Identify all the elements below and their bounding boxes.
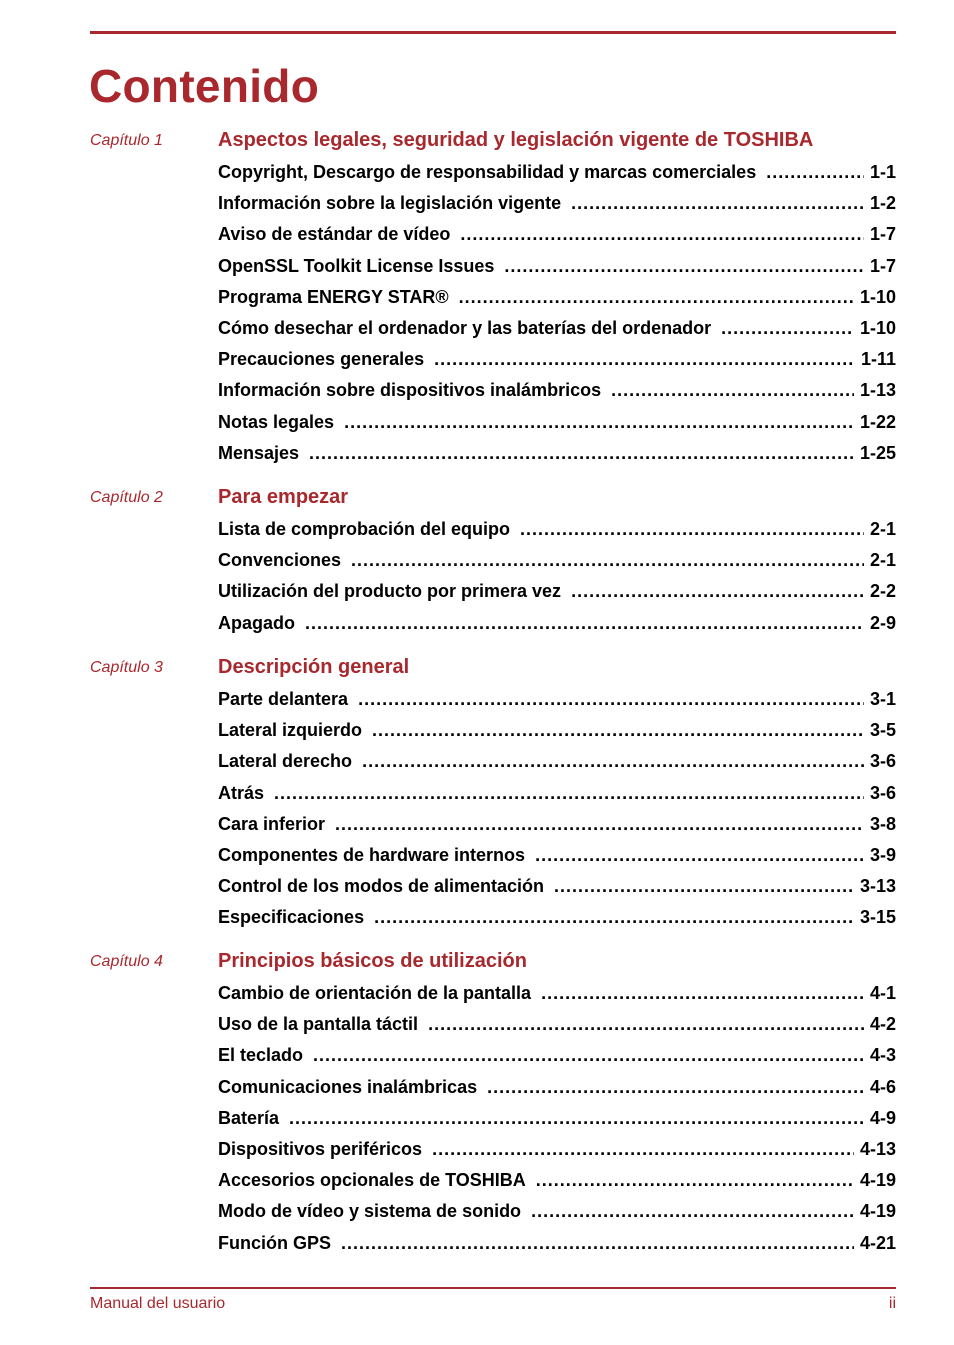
dot-leader (766, 157, 864, 188)
toc-entry-text: Apagado (218, 612, 296, 633)
toc-entry-page: 3-15 (859, 907, 896, 928)
dot-leader (554, 871, 854, 902)
toc-entry-text: Cómo desechar el ordenador y las baterías del ordenador (218, 317, 712, 338)
toc-entry-text: Información sobre dispositivos inalámbricos (218, 380, 602, 401)
toc-entry-page: 1-2 (869, 193, 896, 214)
dot-leader (341, 1228, 854, 1259)
chapter-title[interactable]: Descripción general (218, 656, 410, 678)
toc-entry[interactable] (218, 251, 896, 282)
toc-entry[interactable] (218, 1103, 896, 1134)
dot-leader (374, 902, 854, 933)
toc-entry[interactable] (218, 1072, 896, 1103)
toc-entry-text: Copyright, Descargo de responsabilidad y marcas comerciales (218, 162, 757, 182)
dot-leader (432, 1134, 854, 1165)
toc-entry-text: Comunicaciones inalámbricas (218, 1076, 478, 1097)
toc-entry[interactable] (218, 809, 896, 840)
toc-entry-page: 4-21 (859, 1232, 896, 1253)
toc-entry-text: Especificaciones (218, 907, 365, 928)
toc-entry-text: Control de los modos de alimentación (218, 876, 545, 897)
chapter-entries (218, 684, 896, 934)
toc-entry-text: Mensajes (218, 442, 300, 463)
toc-entry-page: 2-1 (869, 519, 896, 539)
toc-entry-text: Componentes de hardware internos (218, 844, 526, 865)
dot-leader (487, 1072, 864, 1103)
toc-entry-page: 2-9 (869, 612, 896, 633)
toc-entry-text: Precauciones generales (218, 349, 425, 370)
toc-entry-text: Información sobre la legislación vigente (218, 193, 562, 214)
toc-entry-page: 4-9 (869, 1107, 896, 1128)
toc-entry[interactable] (218, 282, 896, 313)
toc-entry[interactable] (218, 576, 896, 607)
dot-leader (434, 344, 855, 375)
toc-entry-text: Lista de comprobación del equipo (218, 519, 511, 539)
dot-leader (428, 1009, 864, 1040)
toc-entry[interactable] (218, 219, 896, 250)
toc-entry-page: 1-25 (859, 442, 896, 463)
toc-entry-text: Programa ENERGY STAR® (218, 286, 449, 307)
toc-entry[interactable] (218, 1134, 896, 1165)
toc-entry[interactable] (218, 746, 896, 777)
toc-entry-text: Atrás (218, 782, 265, 803)
toc-entry[interactable] (218, 608, 896, 639)
toc-entry-page: 1-22 (859, 411, 896, 432)
dot-leader (351, 545, 864, 576)
toc-entry-page: 2-1 (869, 550, 896, 571)
toc-entry[interactable] (218, 1165, 896, 1196)
toc-entry[interactable] (218, 715, 896, 746)
dot-leader (305, 608, 864, 639)
toc-entry-text: Dispositivos periféricos (218, 1138, 423, 1159)
dot-leader (541, 978, 864, 1009)
toc-entry[interactable] (218, 407, 896, 438)
toc-entry-text: Convenciones (218, 550, 342, 571)
toc-entry[interactable] (218, 545, 896, 576)
toc-entry-text: Parte delantera (218, 689, 349, 709)
toc-entry-page: 3-9 (869, 844, 896, 865)
toc-entry[interactable] (218, 344, 896, 375)
toc-entry-page: 4-3 (869, 1045, 896, 1066)
dot-leader (520, 514, 864, 545)
toc-entry-text: Utilización del producto por primera vez (218, 581, 562, 602)
chapter-title[interactable]: Aspectos legales, seguridad y legislación vigente de TOSHIBA (218, 129, 814, 151)
toc-entry-page: 1-7 (869, 224, 896, 245)
dot-leader (531, 1196, 854, 1227)
chapter-entries (218, 514, 896, 639)
dot-leader (313, 1040, 864, 1071)
header-rule (90, 31, 896, 34)
toc-entry-page: 3-1 (869, 689, 896, 709)
toc-entry-page: 4-6 (869, 1076, 896, 1097)
toc-entry-page: 4-13 (859, 1138, 896, 1159)
chapter-entries (218, 978, 896, 1259)
dot-leader (535, 840, 864, 871)
toc-entry-text: Cara inferior (218, 813, 326, 834)
toc-entry-page: 1-11 (860, 349, 896, 370)
toc-entry-page: 3-6 (869, 782, 896, 803)
dot-leader (504, 251, 864, 282)
toc-entry[interactable] (218, 978, 896, 1009)
toc-entry-page: 4-2 (869, 1014, 896, 1035)
toc-entry[interactable] (218, 1228, 896, 1259)
dot-leader (721, 313, 854, 344)
chapter-label: Capítulo 3 (90, 659, 163, 676)
toc-entry[interactable] (218, 188, 896, 219)
toc-entry-text: El teclado (218, 1045, 304, 1066)
toc-entry-page: 3-13 (859, 876, 896, 897)
toc-entry-page: 1-10 (859, 286, 896, 307)
toc-entry-text: Lateral derecho (218, 751, 353, 772)
toc-entry-page: 4-19 (859, 1170, 896, 1191)
toc-entry-page: 3-8 (869, 813, 896, 834)
dot-leader (460, 219, 864, 250)
dot-leader (536, 1165, 854, 1196)
toc-entry-page: 1-10 (859, 317, 896, 338)
dot-leader (611, 375, 854, 406)
toc-entry[interactable] (218, 684, 896, 715)
toc-entry[interactable] (218, 157, 896, 188)
toc-entry[interactable] (218, 902, 896, 933)
toc-entry[interactable] (218, 871, 896, 902)
toc-entry-text: Accesorios opcionales de TOSHIBA (218, 1170, 526, 1191)
dot-leader (344, 407, 854, 438)
chapter-label: Capítulo 4 (90, 953, 163, 970)
dot-leader (362, 746, 864, 777)
chapter-label: Capítulo 1 (90, 132, 163, 149)
toc-entry[interactable] (218, 1196, 896, 1227)
toc-entry[interactable] (218, 840, 896, 871)
chapter-title[interactable]: Principios básicos de utilización (218, 950, 527, 972)
toc-entry-page: 2-2 (869, 581, 896, 602)
toc-entry-page: 4-1 (869, 983, 896, 1003)
toc-entry[interactable] (218, 375, 896, 406)
dot-leader (358, 684, 864, 715)
toc-entry-text: Lateral izquierdo (218, 720, 363, 741)
toc-entry-text: Notas legales (218, 411, 335, 432)
dot-leader (309, 438, 854, 469)
toc-entry-text: Uso de la pantalla táctil (218, 1014, 419, 1035)
toc-entry-page: 1-7 (869, 255, 896, 276)
toc-entry-text: Batería (218, 1107, 280, 1128)
chapter-entries (218, 157, 896, 469)
toc-entry-text: Aviso de estándar de vídeo (218, 224, 451, 245)
dot-leader (372, 715, 864, 746)
toc-entry-text: Función GPS (218, 1232, 332, 1253)
toc-entry[interactable] (218, 514, 896, 545)
toc-entry[interactable] (218, 1009, 896, 1040)
toc-entry[interactable] (218, 778, 896, 809)
toc-entry-page: 3-5 (869, 720, 896, 741)
toc-entry-page: 1-13 (859, 380, 896, 401)
toc-entry-page: 1-1 (869, 162, 896, 182)
toc-entry[interactable] (218, 1040, 896, 1071)
dot-leader (571, 576, 864, 607)
dot-leader (289, 1103, 864, 1134)
toc-entry-text: OpenSSL Toolkit License Issues (218, 255, 495, 276)
chapter-title[interactable]: Para empezar (218, 486, 349, 508)
dot-leader (571, 188, 864, 219)
toc-entry-page: 3-6 (869, 751, 896, 772)
chapter-label: Capítulo 2 (90, 489, 163, 506)
dot-leader (335, 809, 864, 840)
toc-entry[interactable] (218, 438, 896, 469)
footer-rule (90, 1287, 896, 1289)
toc-entry-page: 4-19 (859, 1201, 896, 1222)
footer-page-number: ii (888, 1295, 896, 1312)
page-title: Contenido (89, 60, 320, 112)
toc-entry[interactable] (218, 313, 896, 344)
dot-leader (274, 778, 864, 809)
toc-entry-text: Modo de vídeo y sistema de sonido (218, 1201, 522, 1222)
footer-manual-title: Manual del usuario (90, 1295, 226, 1312)
dot-leader (459, 282, 854, 313)
toc-entry-text: Cambio de orientación de la pantalla (218, 983, 532, 1003)
